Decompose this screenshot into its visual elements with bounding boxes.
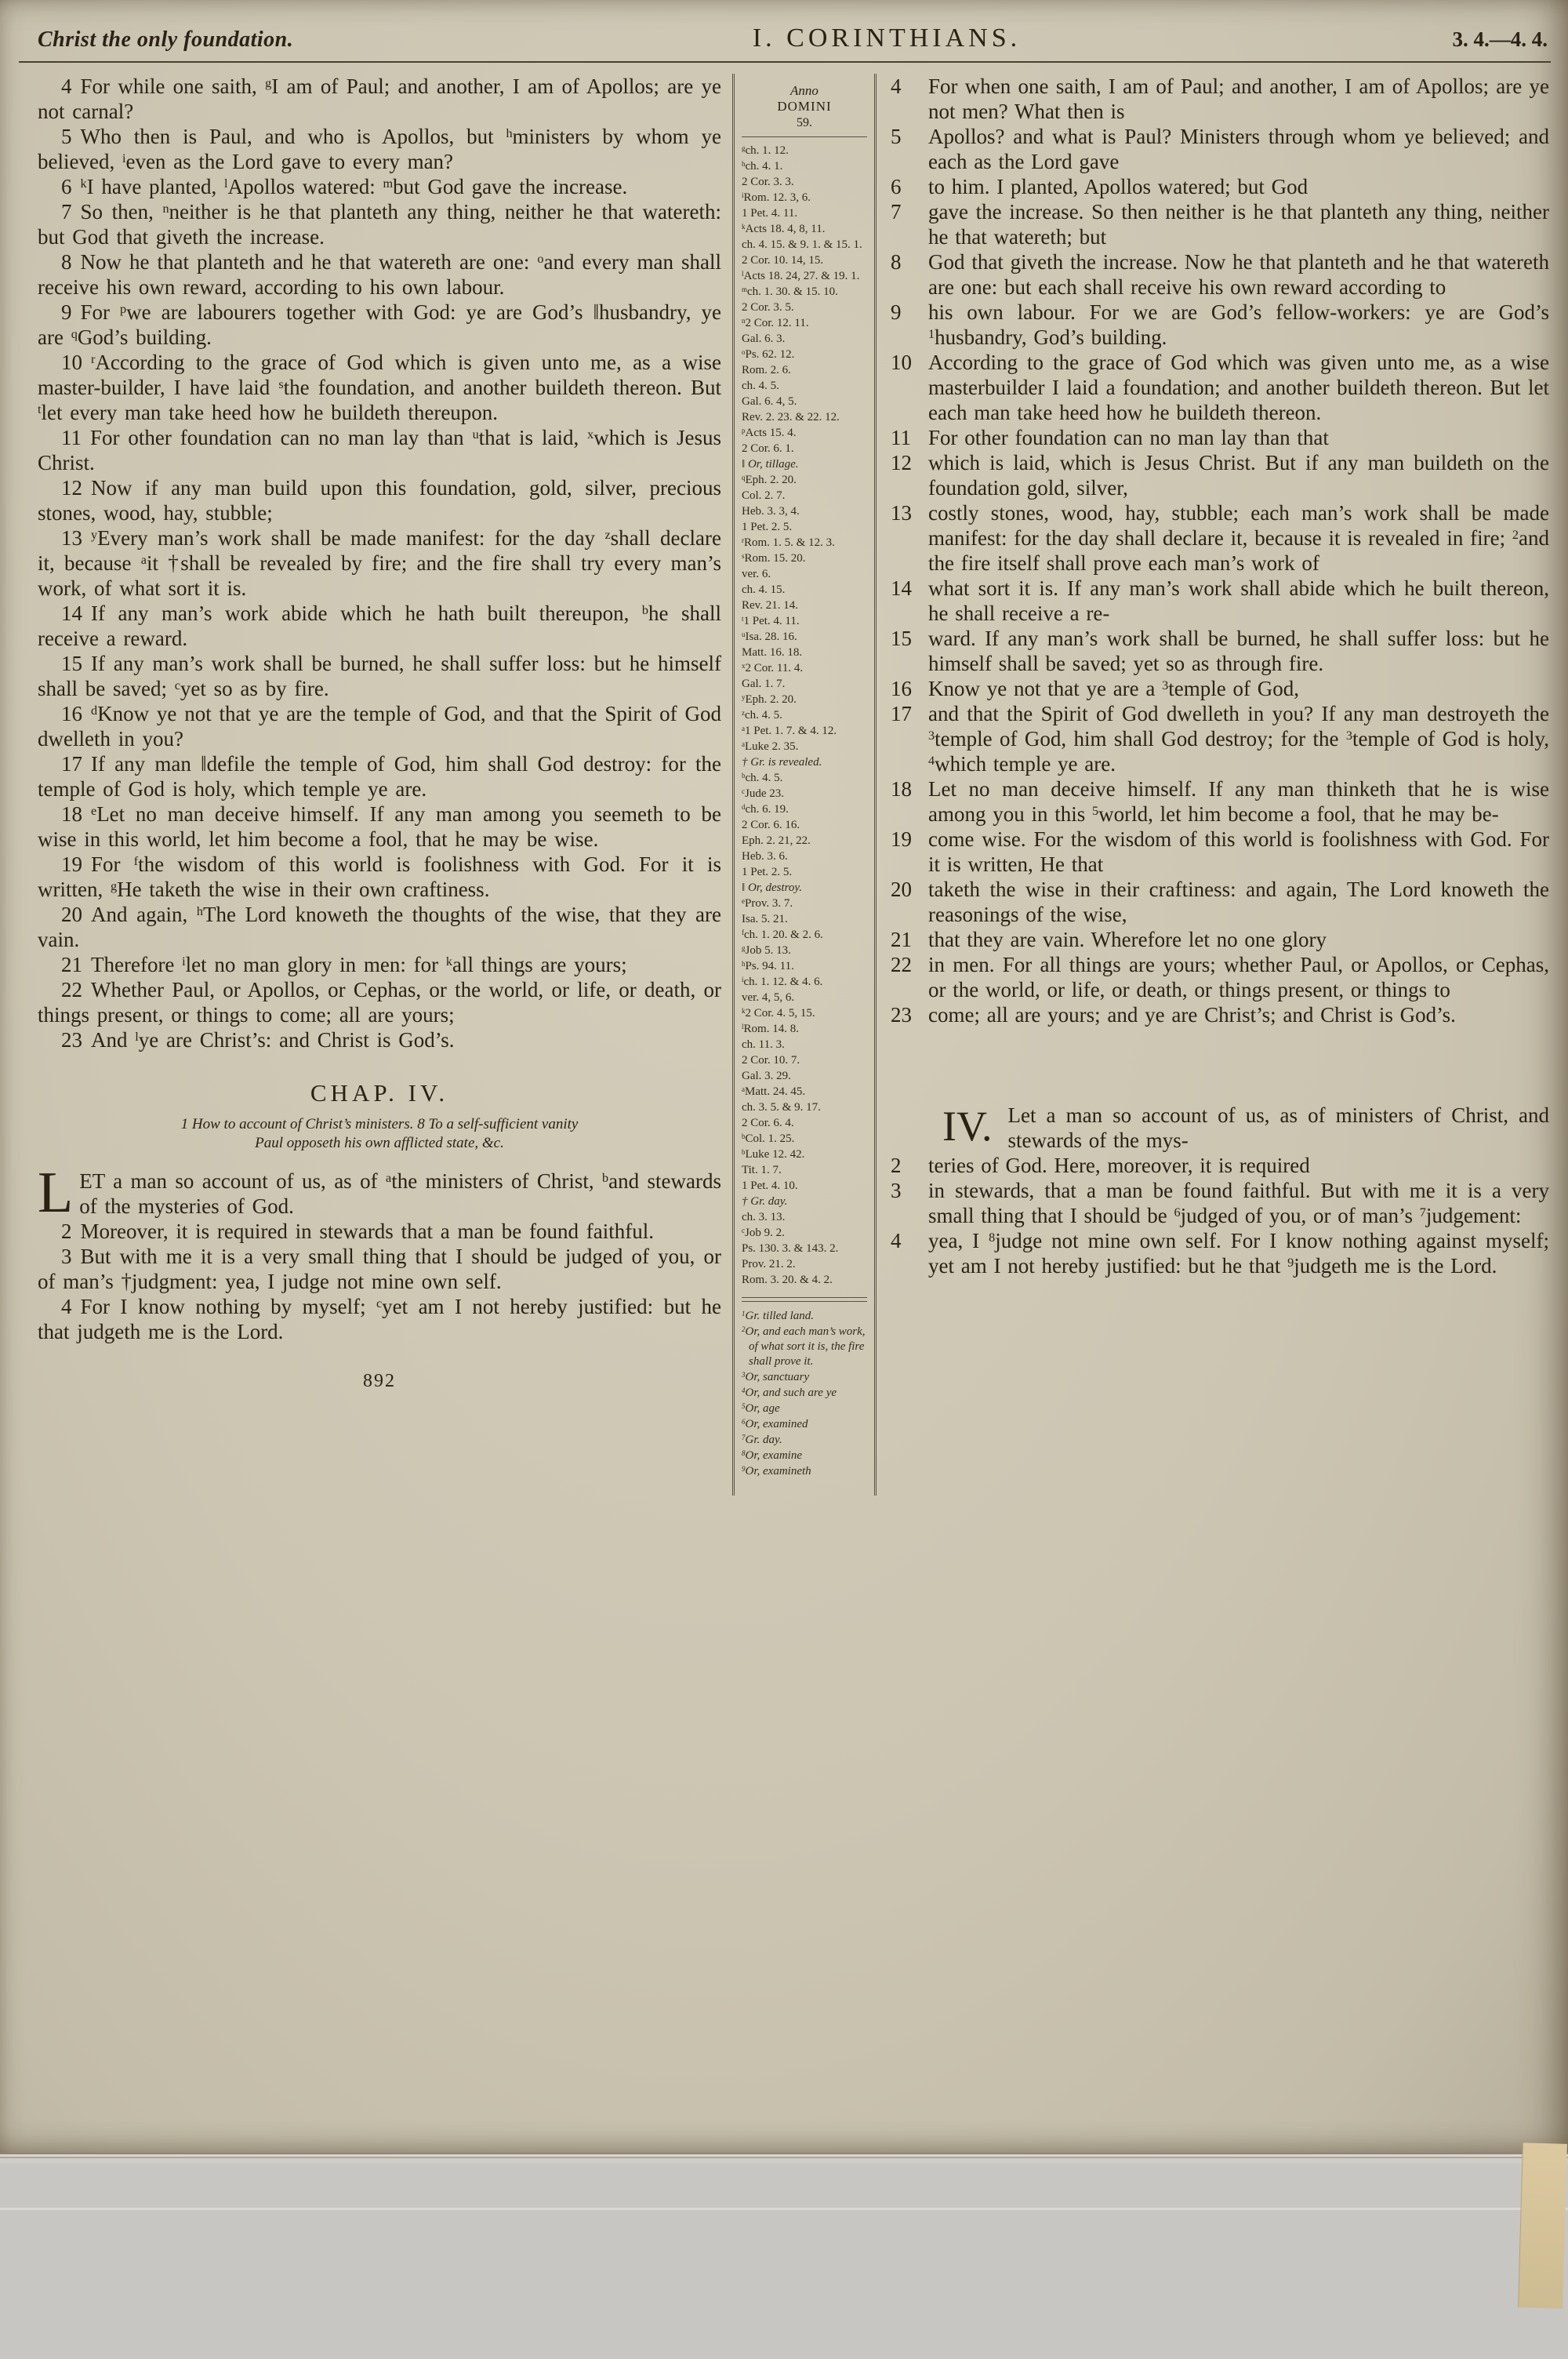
verse-number: 10	[61, 351, 82, 374]
cross-reference: $^r$Rom. 1. 5. & 12. 3.	[742, 536, 835, 549]
verse-text: For $^f$the wisdom of this world is foolishness with God. For it is written, $^g$He taketh the wise in their own craftiness.	[38, 852, 721, 901]
cross-reference: $^b$ch. 4. 5.	[742, 771, 783, 784]
cross-reference: $^g$Job 5. 13.	[742, 943, 791, 957]
page-corner-edge	[1518, 2143, 1567, 2309]
cross-reference: $^b$Luke 12. 42.	[742, 1147, 805, 1161]
kjv-verse	[38, 1161, 722, 1225]
cross-reference: $^s$Rom. 15. 20.	[742, 551, 806, 565]
cross-reference: $^l$Acts 18. 24, 27. & 19. 1.	[742, 269, 860, 282]
verse-number: 6	[61, 175, 72, 198]
cross-reference: 1 Pet. 2. 5.	[742, 521, 793, 533]
verse-number: 4	[891, 75, 902, 98]
kjv-text-column	[38, 74, 732, 1496]
verse-number: 20	[891, 878, 912, 901]
rv-verse	[891, 174, 1549, 199]
verse-number: 14	[61, 602, 82, 625]
cross-reference: $^z$ch. 4. 5.	[742, 708, 782, 722]
margin-reference-column	[732, 74, 877, 1496]
rv-verse	[891, 576, 1549, 626]
running-head-book-title: I. CORINTHIANS.	[752, 24, 1022, 53]
verse-text: costly stones, wood, hay, stubble; each man’s work shall be made manifest: for the day shall declare it, because it is revealed in fire; $^2$and the fire itself shall prove each man’s work of	[928, 501, 1549, 575]
kjv-verse	[38, 525, 721, 601]
margin-note: $^7$Gr. day.	[742, 1433, 782, 1446]
cross-reference: 1 Pet. 4. 11.	[742, 207, 798, 220]
cross-reference: ‖ Or, tillage.	[742, 458, 799, 471]
verse-text: $^e$Let no man deceive himself. If any man among you seemeth to be wise in this world, let him become a fool, that he may be wise.	[38, 802, 721, 851]
verse-number: 19	[61, 852, 82, 876]
cross-reference: $^p$Acts 15. 4.	[742, 426, 797, 439]
verse-text: For I know nothing by myself; $^c$yet am I not hereby justified: but he that judgeth me is the Lord.	[38, 1295, 721, 1343]
verse-number: 15	[61, 652, 82, 675]
verse-text: If any man’s work shall be burned, he shall suffer loss: but he himself shall be saved; $^c$yet so as by fire.	[38, 652, 721, 700]
cross-reference: 2 Cor. 6. 16.	[742, 819, 800, 831]
page-edge-line	[0, 2208, 1568, 2210]
verse-text: $^k$I have planted, $^l$Apollos watered: $^m$but God gave the increase.	[80, 175, 628, 198]
running-head-verse-range: 3. 4.—4. 4.	[1452, 27, 1548, 51]
kjv-verse	[38, 1219, 721, 1244]
margin-note: $^2$Or, and each man’s work, of what sort it is, the fire shall prove it.	[742, 1325, 866, 1368]
verse-number: 5	[891, 125, 902, 148]
verse-number: 9	[61, 300, 72, 324]
verse-text: Apollos? and what is Paul? Ministers through whom ye believed; and each as the Lord gave	[928, 125, 1549, 173]
cross-reference: ch. 4. 15.	[742, 583, 786, 596]
cross-reference: Gal. 6. 4, 5.	[742, 395, 797, 408]
rv-verse	[891, 450, 1549, 500]
anno-domini-word2: DOMINI	[777, 99, 832, 114]
verse-number: 13	[61, 526, 82, 550]
kjv-verse	[38, 124, 721, 174]
page-number: 892	[363, 1371, 396, 1391]
verse-text: Therefore $^i$let no man glory in men: for $^k$all things are yours;	[91, 953, 627, 976]
verse-number: 20	[61, 903, 82, 926]
verse-text: Know ye not that ye are a $^3$temple of God,	[928, 677, 1299, 700]
verse-text: God that giveth the increase. Now he that planteth and he that watereth are one: but each shall receive his own reward according to	[928, 250, 1549, 299]
kjv-verse	[38, 852, 721, 902]
verse-text: Who then is Paul, and who is Apollos, but $^h$ministers by whom ye believed, $^i$even as the Lord gave to every man?	[38, 125, 721, 173]
chapter-summary	[38, 1115, 721, 1153]
verse-number: 12	[891, 451, 912, 474]
cross-reference: ver. 4, 5, 6.	[742, 991, 795, 1004]
kjv-verse	[38, 902, 721, 952]
rv-verse	[891, 74, 1549, 124]
verse-text: $^r$According to the grace of God which is given unto me, as a wise master-builder, I have laid $^s$the foundation, and another buildeth thereon. But $^t$let every man take heed how he buildeth thereupon.	[38, 351, 722, 424]
cross-reference: $^x$2 Cor. 11. 4.	[742, 661, 804, 674]
cross-reference: $^a$Matt. 24. 45.	[742, 1085, 806, 1098]
margin-note: $^6$Or, examined	[742, 1417, 808, 1430]
kjv-verse	[38, 174, 721, 199]
verse-number: 16	[61, 702, 82, 725]
kjv-verse	[38, 475, 721, 525]
cross-reference: 2 Cor. 3. 3.	[742, 176, 794, 188]
verse-number: 21	[891, 928, 912, 951]
verse-number: 18	[891, 777, 912, 801]
rv-verse	[891, 500, 1549, 576]
cross-reference: Col. 2. 7.	[742, 489, 786, 502]
verse-text: For when one saith, I am of Paul; and another, I am of Apollos; are ye not men? What then is	[928, 75, 1549, 123]
verse-text: teries of God. Here, moreover, it is required	[928, 1154, 1310, 1177]
cross-reference: † Gr. is revealed.	[742, 756, 822, 769]
verse-text: Let a man so account of us, as of ministers of Christ, and stewards of the mys-	[1007, 1103, 1549, 1152]
verse-text: what sort it is. If any man’s work shall abide which he built thereon, he shall receive a re-	[928, 576, 1549, 625]
scanner-background	[0, 2153, 1568, 2359]
kjv-verse	[38, 651, 721, 701]
margin-note: $^9$Or, examineth	[742, 1464, 811, 1478]
verse-text: Moreover, it is required in stewards that a man be found faithful.	[80, 1219, 654, 1243]
kjv-verse	[38, 350, 721, 425]
verse-text: taketh the wise in their craftiness: and again, The Lord knoweth the reasonings of the wise,	[928, 878, 1549, 926]
cross-reference: $^i$Rom. 12. 3, 6.	[742, 191, 811, 204]
anno-domini-year: 59.	[797, 116, 812, 129]
cross-reference: $^c$Job 9. 2.	[742, 1226, 785, 1239]
verse-number: 22	[891, 953, 912, 976]
text-columns	[0, 63, 1568, 1496]
cross-reference: Heb. 3. 3, 4.	[742, 505, 800, 518]
verse-number: 3	[61, 1245, 72, 1268]
rv-verse	[891, 952, 1549, 1002]
verse-number: 19	[891, 827, 912, 851]
verse-number: 16	[891, 677, 912, 700]
cross-reference: ch. 3. 13.	[742, 1211, 786, 1223]
verse-text: For other foundation can no man lay than $^u$that is laid, $^x$which is Jesus Christ.	[38, 426, 721, 474]
rv-verse	[891, 827, 1549, 877]
rv-chapter-block	[891, 1103, 1549, 1278]
cross-reference: $^k$Acts 18. 4, 8, 11.	[742, 222, 826, 235]
kjv-verse	[38, 249, 721, 300]
kjv-verse	[38, 425, 721, 475]
running-head-left-title: Christ the only foundation.	[38, 27, 294, 52]
cross-reference: Gal. 1. 7.	[742, 678, 786, 690]
rv-verse	[891, 1228, 1549, 1278]
verse-number: 10	[891, 351, 912, 374]
verse-text: For $^p$we are labourers together with God: ye are God’s ‖husbandry, ye are $^q$God’s building.	[38, 300, 721, 349]
kjv-verse	[38, 601, 721, 651]
verse-text: and that the Spirit of God dwelleth in you? If any man destroyeth the $^3$temple of God, him shall God destroy; for the $^3$temple of God is holy, $^4$which temple ye are.	[928, 702, 1549, 776]
verse-text: gave the increase. So then neither is he that planteth any thing, neither he that watereth; but	[928, 200, 1549, 249]
verse-text: ET a man so account of us, as of $^a$the ministers of Christ, $^b$and stewards of the mysteries of God.	[79, 1169, 722, 1218]
cross-reference: ‖ Or, destroy.	[742, 881, 802, 894]
verse-number: 4	[61, 75, 72, 98]
cross-reference: Rom. 3. 20. & 4. 2.	[742, 1274, 833, 1286]
verse-number: 14	[891, 576, 912, 600]
cross-reference: Matt. 16. 18.	[742, 646, 803, 659]
kjv-verse	[38, 751, 721, 801]
verse-text: If any man’s work abide which he hath built thereupon, $^b$he shall receive a reward.	[38, 602, 721, 650]
cross-reference: † Gr. day.	[742, 1195, 788, 1208]
verse-text: yea, I $^8$judge not mine own self. For I know nothing against myself; yet am I not hereby justified: but he that $^9$judgeth me is the Lord.	[928, 1229, 1550, 1278]
cross-reference: 2 Cor. 3. 5.	[742, 301, 794, 314]
verse-text: come; all are yours; and ye are Christ’s; and Christ is God’s.	[928, 1003, 1456, 1027]
page-bottom-edges	[0, 2153, 1568, 2164]
rv-verse	[891, 776, 1549, 827]
kjv-verse	[38, 701, 721, 751]
cross-reference: $^b$Col. 1. 25.	[742, 1132, 795, 1145]
verse-text: $^d$Know ye not that ye are the temple of God, and that the Spirit of God dwelleth in you?	[38, 702, 721, 751]
rv-verse-first	[891, 1103, 1549, 1153]
cross-reference: $^g$ch. 1. 12.	[742, 144, 789, 157]
cross-reference: 2 Cor. 10. 14, 15.	[742, 254, 824, 267]
verse-text: So then, $^n$neither is he that planteth any thing, neither he that watereth: but God that giveth the increase.	[38, 200, 721, 249]
margin-note: $^8$Or, examine	[742, 1448, 802, 1462]
verse-number: 9	[891, 300, 902, 324]
rv-text-column	[877, 74, 1552, 1496]
verse-text: But with me it is a very small thing that I should be judged of you, or of man’s †judgment: yea, I judge not mine own self.	[38, 1245, 721, 1293]
verse-number: 7	[61, 200, 72, 224]
verse-number: 13	[891, 501, 912, 525]
verse-text: $^y$Every man’s work shall be made manifest: for the day $^z$shall declare it, because $^a$it †shall be revealed by fire; and the fire shall try every man’s work, of what sort it is.	[38, 526, 721, 600]
verse-text: that they are vain. Wherefore let no one glory	[928, 928, 1327, 951]
cross-reference: $^h$ch. 4. 1.	[742, 159, 783, 173]
kjv-verse	[38, 952, 721, 977]
verse-number: 8	[891, 250, 902, 274]
rv-verse	[891, 1178, 1549, 1228]
cross-reference: 1 Pet. 4. 10.	[742, 1180, 798, 1192]
cross-reference: $^y$Eph. 2. 20.	[742, 692, 797, 706]
cross-reference: Rev. 21. 14.	[742, 599, 798, 612]
verse-text: If any man ‖defile the temple of God, him shall God destroy: for the temple of God is holy, which temple ye are.	[38, 752, 721, 801]
verse-number: 15	[891, 627, 912, 650]
margin-note-list	[742, 1309, 867, 1479]
cross-reference: $^u$Isa. 28. 16.	[742, 630, 797, 643]
cross-reference: Eph. 2. 21, 22.	[742, 834, 811, 847]
cross-reference: $^q$Eph. 2. 20.	[742, 473, 797, 486]
verse-number: 7	[891, 200, 902, 224]
verse-number: 5	[61, 125, 72, 148]
verse-text: to him. I planted, Apollos watered; but God	[928, 175, 1308, 198]
rv-verse	[891, 877, 1549, 927]
verse-text: Let no man deceive himself. If any man thinketh that he is wise among you in this $^5$world, let him become a fool, that he may be-	[928, 777, 1549, 826]
verse-text: Now he that planteth and he that watereth are one: $^o$and every man shall receive his own reward, according to his own labour.	[38, 250, 721, 299]
verse-number: 17	[891, 702, 912, 725]
chapter-numeral: IV.	[942, 1103, 993, 1150]
cross-reference: 2 Cor. 10. 7.	[742, 1054, 800, 1067]
kjv-verse	[38, 801, 721, 852]
cross-reference: ch. 4. 15. & 9. 1. & 15. 1.	[742, 238, 862, 251]
cross-reference: ch. 11. 3.	[742, 1038, 785, 1051]
cross-reference: $^c$Jude 23.	[742, 787, 784, 800]
verse-number: 8	[61, 250, 72, 274]
verse-text: in men. For all things are yours; whether Paul, or Apollos, or Cephas, or the world, or life, or death, or things present, or things to	[928, 953, 1549, 1001]
margin-note: $^4$Or, and such are ye	[742, 1386, 837, 1399]
cross-reference: Tit. 1. 7.	[742, 1164, 782, 1176]
verse-number: 11	[891, 426, 911, 449]
kjv-verse	[38, 1294, 721, 1344]
cross-reference: 2 Cor. 6. 4.	[742, 1117, 794, 1129]
cross-reference: ch. 4. 5.	[742, 380, 779, 392]
cross-reference: 1 Pet. 2. 5.	[742, 866, 793, 878]
verse-text: For other foundation can no man lay than that	[928, 426, 1329, 449]
rv-verse	[891, 350, 1549, 425]
verse-text: ward. If any man’s work shall be burned, he shall suffer loss: but he himself shall be saved; yet so as through fire.	[928, 627, 1549, 675]
kjv-verse	[38, 300, 721, 350]
margin-note: $^5$Or, age	[742, 1401, 780, 1415]
cross-reference: $^d$ch. 6. 19.	[742, 802, 789, 816]
verse-number: 6	[891, 175, 902, 198]
cross-reference: $^h$Ps. 94. 11.	[742, 959, 794, 972]
verse-number: 2	[61, 1219, 72, 1243]
cross-reference: Rev. 2. 23. & 22. 12.	[742, 411, 840, 423]
cross-reference-list	[742, 144, 867, 1288]
verse-number: 23	[61, 1028, 82, 1052]
rv-verse	[891, 626, 1549, 676]
rv-verse	[891, 701, 1549, 776]
cross-reference: Gal. 3. 29.	[742, 1070, 791, 1082]
cross-reference: $^e$Prov. 3. 7.	[742, 896, 793, 910]
running-head	[0, 0, 1568, 61]
anno-domini-block	[742, 77, 867, 137]
cross-reference: $^t$1 Pet. 4. 11.	[742, 614, 800, 627]
verse-number: 12	[61, 476, 82, 500]
margin-note: $^3$Or, sanctuary	[742, 1370, 810, 1383]
cross-reference: $^l$Rom. 14. 8.	[742, 1022, 799, 1035]
cross-reference: 2 Cor. 6. 1.	[742, 442, 794, 455]
rv-verse	[891, 124, 1549, 174]
verse-number: 3	[891, 1179, 902, 1202]
verse-text: Whether Paul, or Apollos, or Cephas, or the world, or life, or death, or things present, or things to come; all are yours;	[38, 978, 721, 1027]
verse-number: 23	[891, 1003, 912, 1027]
verse-text: his own labour. For we are God’s fellow-workers: ye are God’s $^1$husbandry, God’s building.	[928, 300, 1549, 349]
cross-reference: Ps. 130. 3. & 143. 2.	[742, 1242, 839, 1255]
cross-reference: $^f$ch. 1. 20. & 2. 6.	[742, 928, 823, 941]
cross-reference: $^a$Luke 2. 35.	[742, 740, 799, 753]
verse-text: come wise. For the wisdom of this world is foolishness with God. For it is written, He that	[928, 827, 1549, 876]
chapter-summary-line: 1 How to account of Christ’s ministers. 8 To a self-sufficient vanity	[180, 1116, 579, 1132]
cross-reference: Prov. 21. 2.	[742, 1258, 796, 1270]
margin-note: $^1$Gr. tilled land.	[742, 1309, 815, 1322]
rv-verse	[891, 676, 1549, 701]
verse-text: And $^l$ye are Christ’s: and Christ is God’s.	[91, 1028, 455, 1052]
kjv-verse	[38, 199, 721, 249]
kjv-verse	[38, 74, 721, 124]
margin-column-divider	[742, 1297, 867, 1302]
verse-text: Now if any man build upon this foundation, gold, silver, precious stones, wood, hay, stubble;	[38, 476, 721, 525]
chapter-summary-line: Paul opposeth his own afflicted state, &c.	[255, 1135, 504, 1151]
verse-text: For while one saith, $^g$I am of Paul; and another, I am of Apollos; are ye not carnal?	[38, 75, 721, 123]
rv-verse	[891, 300, 1549, 350]
verse-text: According to the grace of God which was given unto me, as a wise masterbuilder I laid a foundation; and another buildeth thereon. But let each man take heed how he buildeth thereon.	[928, 351, 1549, 424]
chapter-heading: CHAP. IV.	[310, 1079, 449, 1107]
cross-reference: $^a$1 Pet. 1. 7. & 4. 12.	[742, 724, 837, 737]
verse-text: And again, $^h$The Lord knoweth the thoughts of the wise, that they are vain.	[38, 903, 722, 951]
cross-reference: $^o$Ps. 62. 12.	[742, 347, 795, 361]
cross-reference: ch. 3. 5. & 9. 17.	[742, 1101, 821, 1114]
kjv-verse	[38, 1244, 721, 1294]
cross-reference: $^n$2 Cor. 12. 11.	[742, 316, 809, 329]
cross-reference: Rom. 2. 6.	[742, 364, 791, 376]
rv-verse	[891, 1153, 1549, 1178]
cross-reference: Heb. 3. 6.	[742, 850, 788, 863]
anno-domini-word1: Anno	[790, 83, 818, 98]
verse-number: 4	[891, 1229, 902, 1252]
rv-verse	[891, 249, 1549, 300]
kjv-verse	[38, 1027, 721, 1052]
drop-cap: L	[38, 1161, 74, 1225]
cross-reference: $^k$2 Cor. 4. 5, 15.	[742, 1006, 815, 1020]
verse-text: in stewards, that a man be found faithful. But with me it is a very small thing that I should be $^6$judged of you, or of man’s $^7$judgement:	[928, 1179, 1549, 1227]
verse-number: 21	[61, 953, 82, 976]
verse-number: 18	[61, 802, 82, 826]
cross-reference: Gal. 6. 3.	[742, 333, 786, 345]
cross-reference: ver. 6.	[742, 568, 771, 580]
rv-verse	[891, 1002, 1549, 1027]
verse-number: 22	[61, 978, 82, 1001]
rv-verse	[891, 927, 1549, 952]
verse-number: 17	[61, 752, 82, 776]
rv-verse	[891, 199, 1549, 249]
cross-reference: $^i$ch. 1. 12. & 4. 6.	[742, 975, 823, 988]
cross-reference: Isa. 5. 21.	[742, 913, 788, 925]
verse-number: 4	[61, 1295, 72, 1318]
kjv-verse	[38, 977, 721, 1027]
rv-verse	[891, 425, 1549, 450]
verse-number: 11	[61, 426, 82, 449]
verse-text: which is laid, which is Jesus Christ. But if any man buildeth on the foundation gold, silver,	[928, 451, 1549, 500]
cross-reference: $^m$ch. 1. 30. & 15. 10.	[742, 285, 838, 298]
verse-number: 2	[891, 1154, 902, 1177]
